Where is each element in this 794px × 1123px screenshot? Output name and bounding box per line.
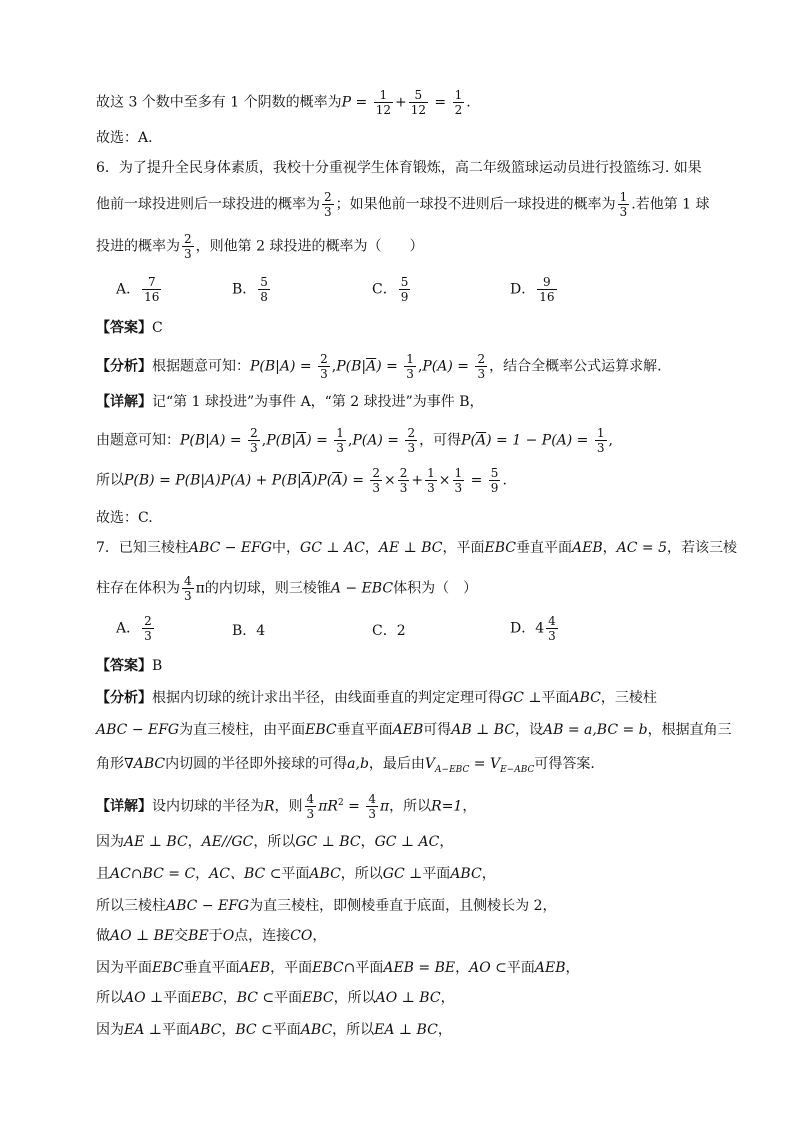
q6-option-a[interactable]: A． $\frac{7}{16}$ [116,275,160,304]
q6-stem-line3: 投进的概率为 $\frac{2}{3}$ ，则他第 2 球投进的概率为（ ） [96,232,424,261]
q7-detail-8: 因为EA ⊥平面ABC，BC ⊂平面ABC，所以EA ⊥ BC， [96,1022,452,1038]
q7-analysis-1: 【分析】根据内切球的统计求出半径，由线面垂直的判定定理可得GC ⊥平面ABC，三棱柱 [96,690,657,706]
q6-detail-3: 所以$P(B) = P(B|A)P(A) + P(B|\overline{A})P(\overline{A})$ = $\frac{2}{3}$ × $\frac{2}{3}$ + $\frac{1}{3}$ × $\frac{1}{3}$ = $\frac{5}{9}$ . [96,466,507,495]
q7-detail-7: 所以AO ⊥平面EBC，BC ⊂平面EBC，所以AO ⊥ BC， [96,990,455,1006]
q7-analysis-3: 角形∇ABC内切圆的半径即外接球的可得a,b，最后由$V_{A-EBC} = V_{E-ABC}$可得答案. [96,756,595,775]
q6-answer: 【答案】C [96,320,163,336]
q6-option-d[interactable]: D． $\frac{9}{16}$ [510,275,555,304]
q6-detail-1: 【详解】记“第 1 球投进”为事件 A，“第 2 球投进”为事件 B， [96,394,484,410]
q7-option-d[interactable]: D．4 $\frac{4}{3}$ [510,614,556,643]
q7-detail-6: 因为平面EBC垂直平面AEB，平面EBC∩平面AEB = BE，AO ⊂平面AEB， [96,960,580,976]
q5-choice: 故选：A. [96,130,153,146]
q6-analysis: 【分析】根据题意可知：P(B|A) = $\frac{2}{3}$ $,P(B|\overline{A})$ = $\frac{1}{3}$ ,P(A) = $\frac{2}{3}$ ，结合全概率公式运算求解. [96,352,662,381]
q7-detail-2: 因为AE ⊥ BC，AE//GC，所以GC ⊥ BC，GC ⊥ AC， [96,834,454,850]
q6-stem-line1: 6．为了提升全民身体素质，我校十分重视学生体育锻炼，高二年级篮球运动员进行投篮练习. 如果 [96,160,702,176]
fraction: $\frac{1}{3}$ [619,190,628,219]
fraction: $\frac{2}{3}$ [324,190,332,219]
q6-detail-2: 由题意可知：P(B|A) = $\frac{2}{3}$ $,P(B|\overline{A})$ = $\frac{1}{3}$ ,P(A) = $\frac{2}{3}$ ，可得$P(\overline{A}) = 1 - P(A)$ = $\frac{1}{3}$ , [96,426,613,455]
q7-detail-1: 【详解】设内切球的半径为R，则 $\frac{4}{3}$ $\pi R^2$ = $\frac{4}{3}$ π，所以R=1， [96,792,477,821]
q7-option-a[interactable]: A． $\frac{2}{3}$ [116,614,152,643]
q7-detail-4: 所以三棱柱ABC − EFG为直三棱柱，即侧棱垂直于底面，且侧棱长为 2， [96,898,557,914]
q7-option-b[interactable]: B．4 [232,623,266,639]
q7-stem-line1: 7．已知三棱柱ABC − EFG中，GC ⊥ AC，AE ⊥ BC，平面EBC垂直平面AEB，AC = 5，若该三棱 [96,540,737,556]
q5-conclusion: 故这 3 个数中至多有 1 个阴数的概率为P = $\frac{1}{12}$ + $\frac{5}{12}$ = $\frac{1}{2}$ . [96,88,471,117]
q6-option-b[interactable]: B． $\frac{5}{8}$ [232,275,268,304]
fraction: $\frac{5}{12}$ [410,88,426,117]
fraction: $\frac{1}{2}$ [454,88,463,117]
fraction: $\frac{2}{3}$ [184,232,192,261]
q6-stem-line2: 他前一球投进则后一球投进的概率为 $\frac{2}{3}$ ；如果他前一球投不进则后一球投进的概率为 $\frac{1}{3}$ .若他第 1 球 [96,190,710,219]
q7-detail-5: 做AO ⊥ BE交BE于O点，连接CO， [96,928,327,944]
q7-detail-3: 且AC∩BC = C，AC、BC ⊂平面ABC，所以GC ⊥平面ABC， [96,866,496,882]
q7-answer: 【答案】B [96,658,163,674]
fraction: $\frac{1}{12}$ [375,88,391,117]
q7-stem-line2: 柱存在体积为 $\frac{4}{3}$ π的内切球，则三棱锥A − EBC体积为（ ） [96,574,478,603]
q7-option-c[interactable]: C．2 [372,623,406,639]
q7-analysis-2: ABC − EFG为直三棱柱，由平面EBC垂直平面AEB可得AB ⊥ BC，设AB = a,BC = b，根据直角三 [96,722,732,738]
q6-option-c[interactable]: C． $\frac{5}{9}$ [372,275,409,304]
q6-choice: 故选：C. [96,510,153,526]
